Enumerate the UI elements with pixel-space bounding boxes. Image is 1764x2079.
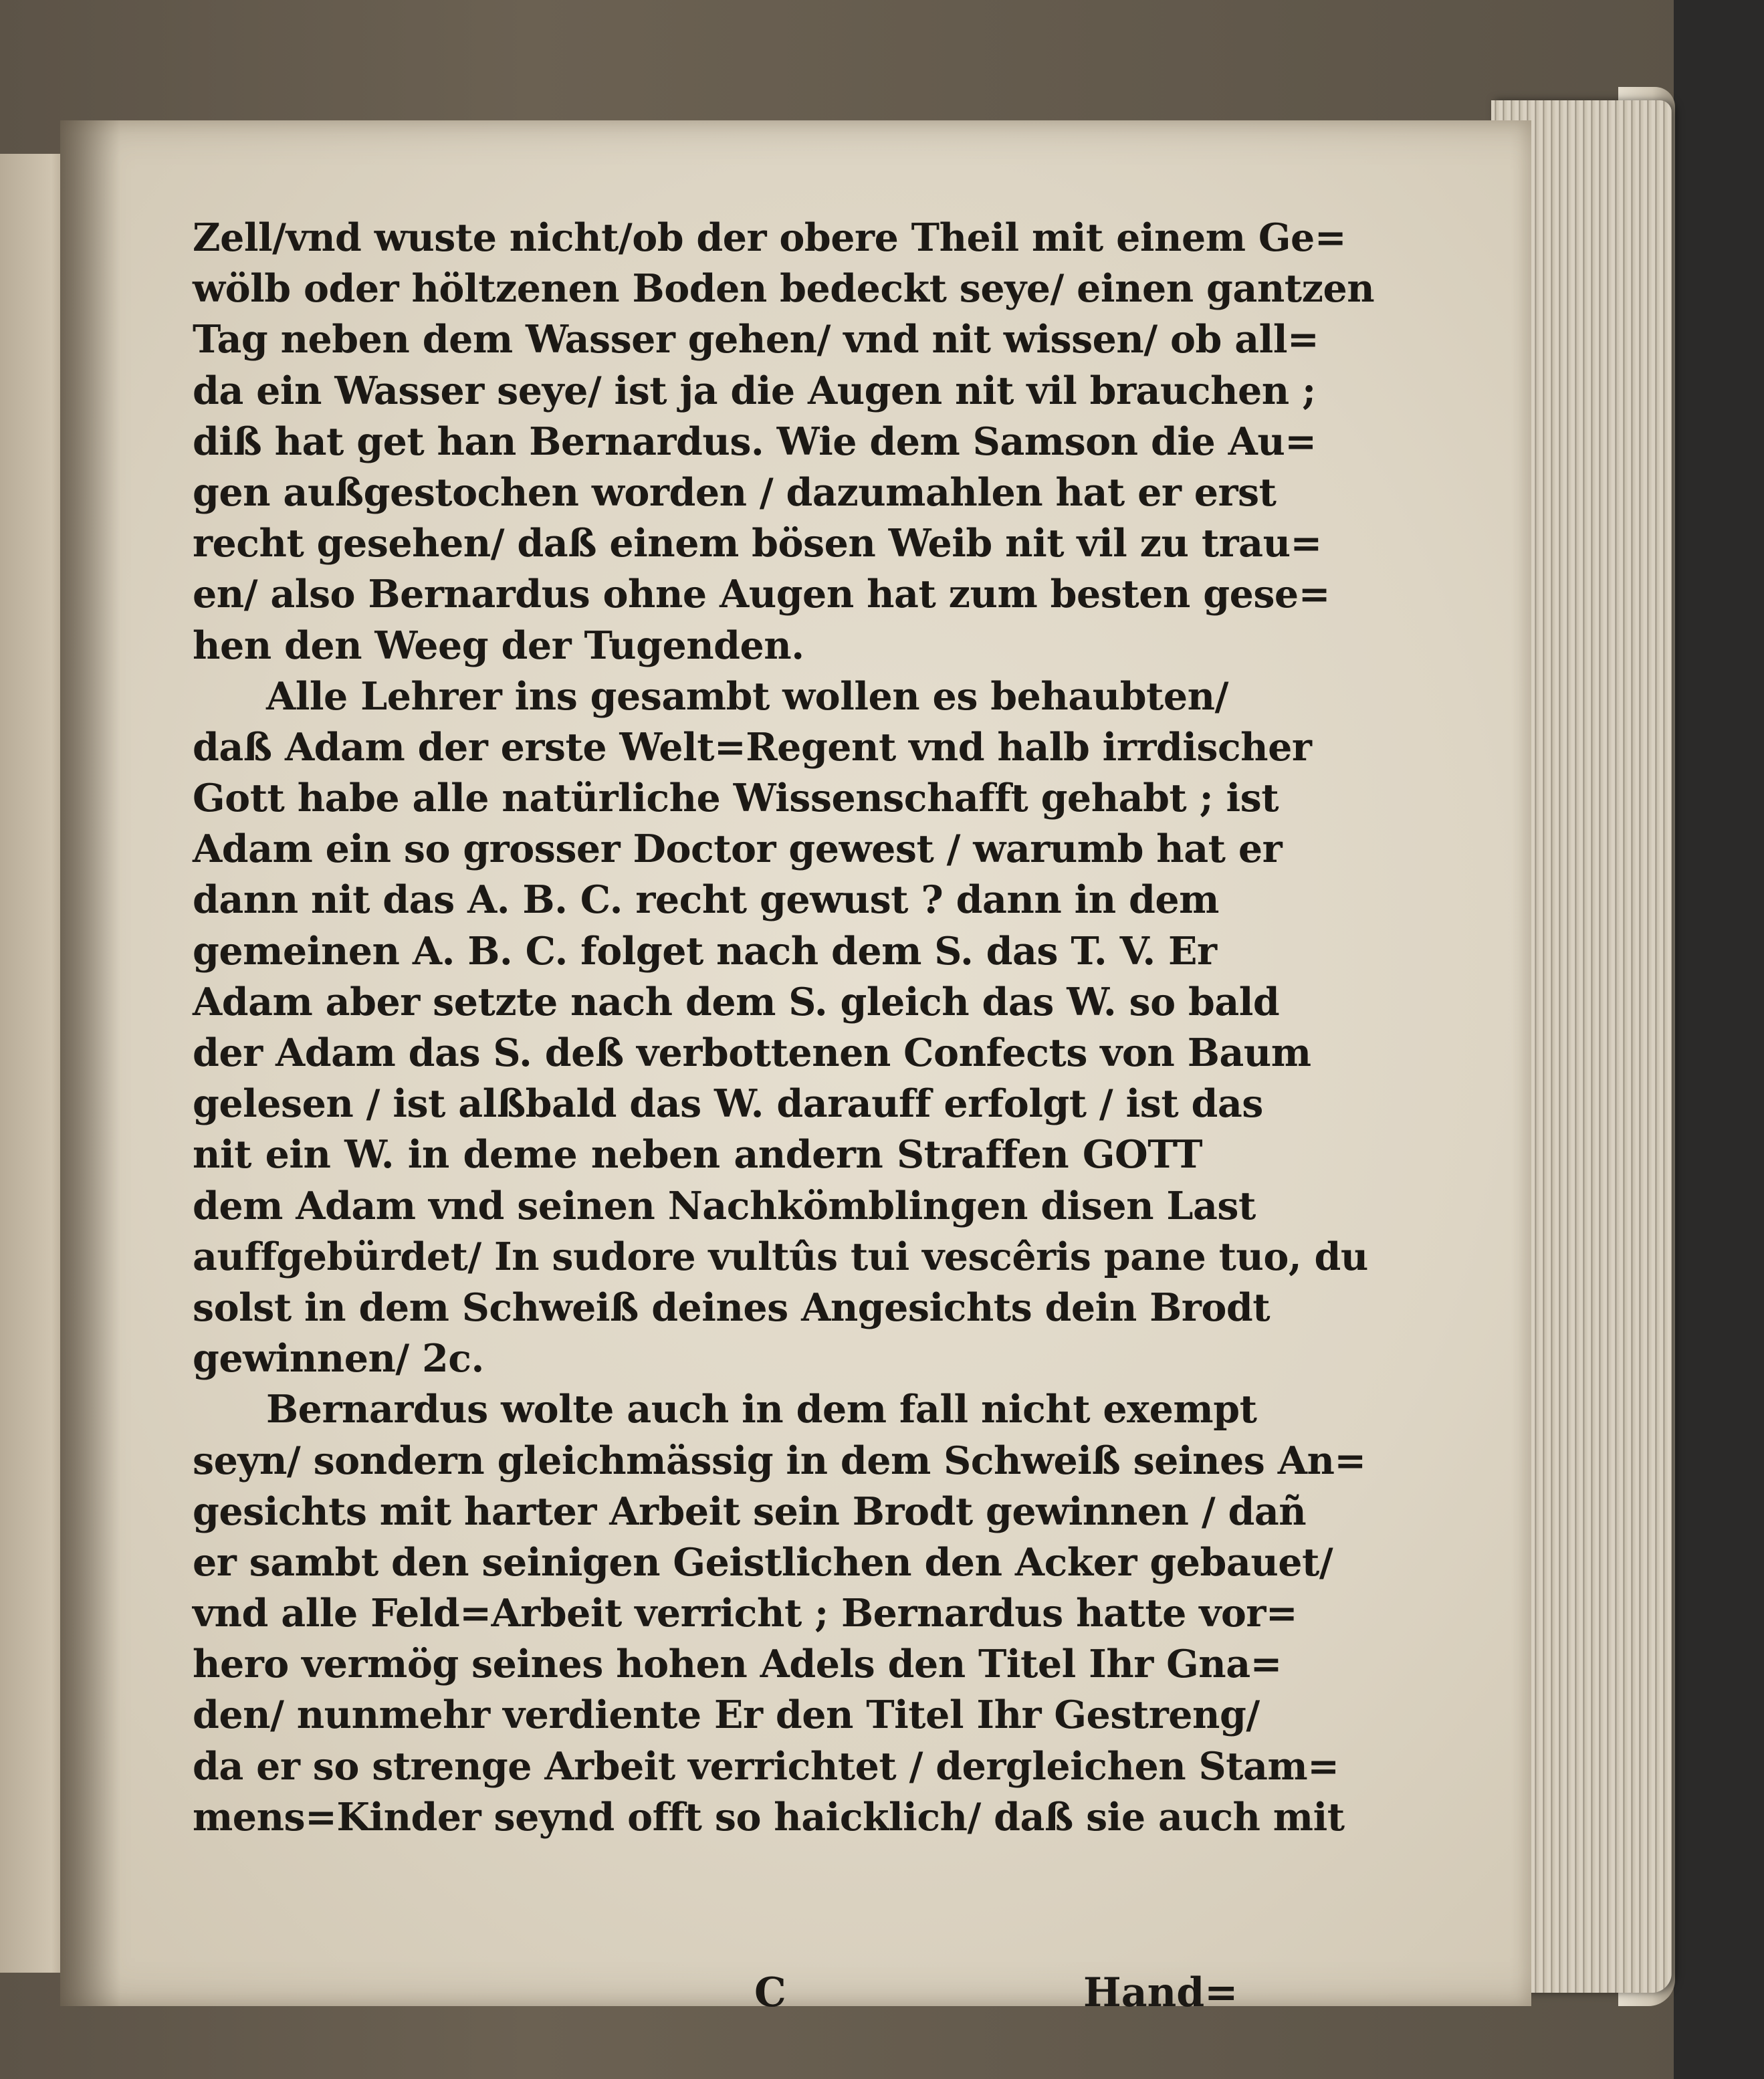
text-line: nit ein W. in deme neben andern Straffen GOTT: [193, 1132, 1202, 1178]
text-line: solst in dem Schweiß deines Angesichts dein Brodt: [193, 1285, 1271, 1330]
text-line: Adam aber setzte nach dem S. gleich das W. so bald: [193, 979, 1280, 1024]
page-text: [193, 213, 1375, 1843]
text-line: er sambt den seinigen Geistlichen den Acker gebauet/: [193, 1539, 1333, 1585]
text-line: gesichts mit harter Arbeit sein Brodt gewinnen / dañ: [193, 1489, 1307, 1534]
text-line: recht gesehen/ daß einem bösen Weib nit vil zu trau=: [193, 521, 1322, 566]
text-line: Gott habe alle natürliche Wissenschafft gehabt ; ist: [193, 776, 1279, 821]
text-line: da er so strenge Arbeit verrichtet / dergleichen Stam=: [193, 1743, 1339, 1789]
signature-mark: C: [754, 1969, 786, 2016]
text-line: mens=Kinder seynd offt so haicklich/ daß sie auch mit: [193, 1794, 1345, 1840]
dark-background: [1674, 0, 1764, 2079]
text-line: Tag neben dem Wasser gehen/ vnd nit wissen/ ob all=: [193, 317, 1319, 362]
text-line: den/ nunmehr verdiente Er den Titel Ihr Gestreng/: [193, 1692, 1260, 1738]
text-line: seyn/ sondern gleichmässig in dem Schweiß seines An=: [193, 1438, 1366, 1483]
text-line: vnd alle Feld=Arbeit verricht ; Bernardus hatte vor=: [193, 1591, 1298, 1636]
text-line: Adam ein so grosser Doctor gewest / warumb hat er: [193, 827, 1283, 872]
text-line: Zell/vnd wuste nicht/ob der obere Theil mit einem Ge=: [193, 215, 1347, 260]
text-line: da ein Wasser seye/ ist ja die Augen nit vil brauchen ;: [193, 368, 1316, 413]
text-line: wölb oder höltzenen Boden bedeckt seye/ einen gantzen: [193, 266, 1375, 312]
catchword: Hand=: [1083, 1969, 1238, 2016]
text-line: daß Adam der erste Welt=Regent vnd halb irrdischer: [193, 724, 1312, 770]
text-line: hero vermög seines hohen Adels den Titel Ihr Gna=: [193, 1642, 1282, 1687]
text-line: gelesen / ist alßbald das W. darauff erfolgt / ist das: [193, 1081, 1263, 1127]
text-line: hen den Weeg der Tugenden.: [193, 623, 804, 668]
text-line: dem Adam vnd seinen Nachkömblingen disen Last: [193, 1183, 1256, 1228]
text-line: der Adam das S. deß verbottenen Confects von Baum: [193, 1030, 1311, 1075]
text-line: auffgebürdet/ In sudore vultûs tui vescêris pane tuo, du: [193, 1234, 1368, 1279]
gutter-shadow: [60, 120, 120, 2006]
text-line: Bernardus wolte auch in dem fall nicht exempt: [266, 1387, 1257, 1432]
text-line: dann nit das A. B. C. recht gewust ? dann in dem: [193, 877, 1219, 923]
text-line: gemeinen A. B. C. folget nach dem S. das T. V. Er: [193, 928, 1217, 974]
text-line: diß hat get han Bernardus. Wie dem Samson die Au=: [193, 419, 1317, 464]
text-line: gen außgestochen worden / dazumahlen hat er erst: [193, 469, 1277, 515]
text-line: en/ also Bernardus ohne Augen hat zum besten gese=: [193, 572, 1330, 617]
text-line: gewinnen/ 2c.: [193, 1336, 484, 1382]
text-line: Alle Lehrer ins gesambt wollen es behaubten/: [266, 673, 1228, 719]
